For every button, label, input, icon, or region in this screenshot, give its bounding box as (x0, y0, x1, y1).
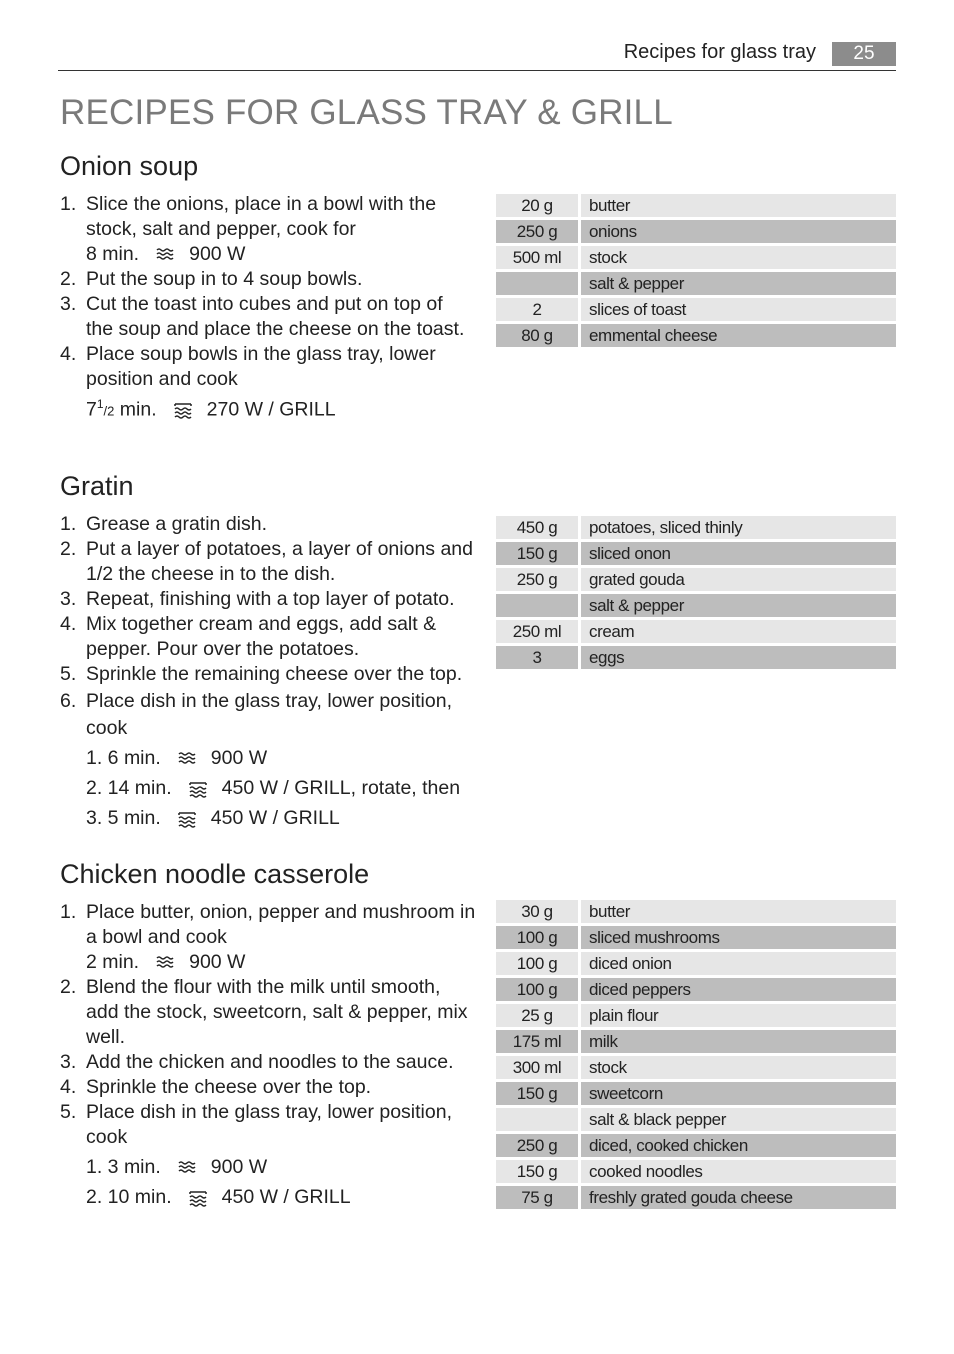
setting: 3. 5 min. 450 W / GRILL (86, 807, 340, 829)
table-row: salt & pepper (496, 594, 896, 620)
table-row: 150 g sliced onon (496, 542, 896, 568)
table-row: 80 g emmental cheese (496, 324, 896, 350)
table-row: 20 g butter (496, 194, 896, 220)
table-row: 450 g potatoes, sliced thinly (496, 516, 896, 542)
table-row: 100 g diced peppers (496, 978, 896, 1004)
header-title: Recipes for glass tray (623, 41, 816, 63)
gratin-steps (60, 512, 485, 831)
onion-soup-steps (60, 192, 485, 424)
gratin-ingredients-table (496, 516, 896, 672)
table-row: 2 slices of toast (496, 298, 896, 324)
table-row: 30 g butter (496, 900, 896, 926)
step: 3. Cut the toast into cubes and put on top of the soup and place the cheese on the toast. (60, 293, 465, 340)
setting: $7^1/2$ min. 270 W / GRILL (86, 397, 336, 421)
table-row: salt & pepper (496, 272, 896, 298)
step: 3. Add the chicken and noodles to the sauce. (60, 1051, 454, 1073)
microwave-grill-icon (177, 811, 197, 827)
microwave-grill-icon (188, 1190, 208, 1206)
table-row: 25 g plain flour (496, 1004, 896, 1030)
chicken-casserole-title: Chicken noodle casserole (60, 859, 370, 889)
setting: 1. 6 min. 900 W (86, 747, 268, 769)
table-row: 250 g grated gouda (496, 568, 896, 594)
step: 5. Place dish in the glass tray, lower position, cook 1. 3 min. 900 W 2. 10 min. 450 W / GRILL (60, 1100, 485, 1210)
step: 1. Grease a gratin dish. (60, 513, 268, 535)
step: 2. Blend the flour with the milk until smooth, add the stock, sweetcorn, salt & pepper, mix well. (60, 976, 468, 1048)
onion-soup-title: Onion soup (60, 151, 199, 181)
gratin-title: Gratin (60, 471, 134, 501)
table-row: 100 g diced onion (496, 952, 896, 978)
chicken-casserole-ingredients-table (496, 900, 896, 1212)
step: 4. Mix together cream and eggs, add salt & pepper. Pour over the potatoes. (60, 613, 437, 660)
step: 4. Place soup bowls in the glass tray, lower position and cook $7^1/2$ min. 270 W / GRILL (60, 342, 485, 424)
page-title: RECIPES FOR GLASS TRAY & GRILL (60, 93, 673, 132)
table-row: 150 g cooked noodles (496, 1160, 896, 1186)
table-row: 100 g sliced mushrooms (496, 926, 896, 952)
chicken-casserole-steps (60, 900, 485, 1210)
page-number: 25 (832, 42, 896, 66)
onion-soup-ingredients-table (496, 194, 896, 350)
table-row: 250 g diced, cooked chicken (496, 1134, 896, 1160)
table-row: 75 g freshly grated gouda cheese (496, 1186, 896, 1212)
step: 6. Place dish in the glass tray, lower position, cook 1. 6 min. 900 W 2. 14 min. 450 W / GRILL, rotate, then 3. 5 min. 450 W / GRILL (60, 689, 485, 831)
setting: 2. 10 min. 450 W / GRILL (86, 1186, 351, 1208)
page-header (58, 40, 896, 71)
table-row: 150 g sweetcorn (496, 1082, 896, 1108)
table-row: 175 ml milk (496, 1030, 896, 1056)
microwave-waves-icon (177, 751, 197, 767)
setting: 8 min. 900 W (86, 243, 246, 265)
microwave-waves-icon (155, 955, 175, 971)
setting: 2. 14 min. 450 W / GRILL, rotate, then (86, 777, 461, 799)
table-row: 250 ml cream (496, 620, 896, 646)
table-row: 300 ml stock (496, 1056, 896, 1082)
table-row: 250 g onions (496, 220, 896, 246)
microwave-grill-icon (188, 781, 208, 797)
microwave-grill-icon (173, 402, 193, 418)
table-row: 3 eggs (496, 646, 896, 672)
step: 2. Put the soup in to 4 soup bowls. (60, 268, 363, 290)
step: 3. Repeat, finishing with a top layer of potato. (60, 588, 455, 610)
microwave-waves-icon (177, 1160, 197, 1176)
step: 2. Put a layer of potatoes, a layer of onions and 1/2 the cheese in to the dish. (60, 538, 474, 585)
step: 5. Sprinkle the remaining cheese over the top. (60, 663, 463, 685)
table-row: 500 ml stock (496, 246, 896, 272)
setting: 2 min. 900 W (86, 951, 246, 973)
setting: 1. 3 min. 900 W (86, 1156, 268, 1178)
step: 1. Place butter, onion, pepper and mushroom in a bowl and cook 2 min. 900 W (60, 900, 485, 975)
microwave-waves-icon (155, 247, 175, 263)
step: 1. Slice the onions, place in a bowl with the stock, salt and pepper, cook for 8 min. 900 W (60, 192, 485, 267)
table-row: salt & black pepper (496, 1108, 896, 1134)
step: 4. Sprinkle the cheese over the top. (60, 1076, 372, 1098)
